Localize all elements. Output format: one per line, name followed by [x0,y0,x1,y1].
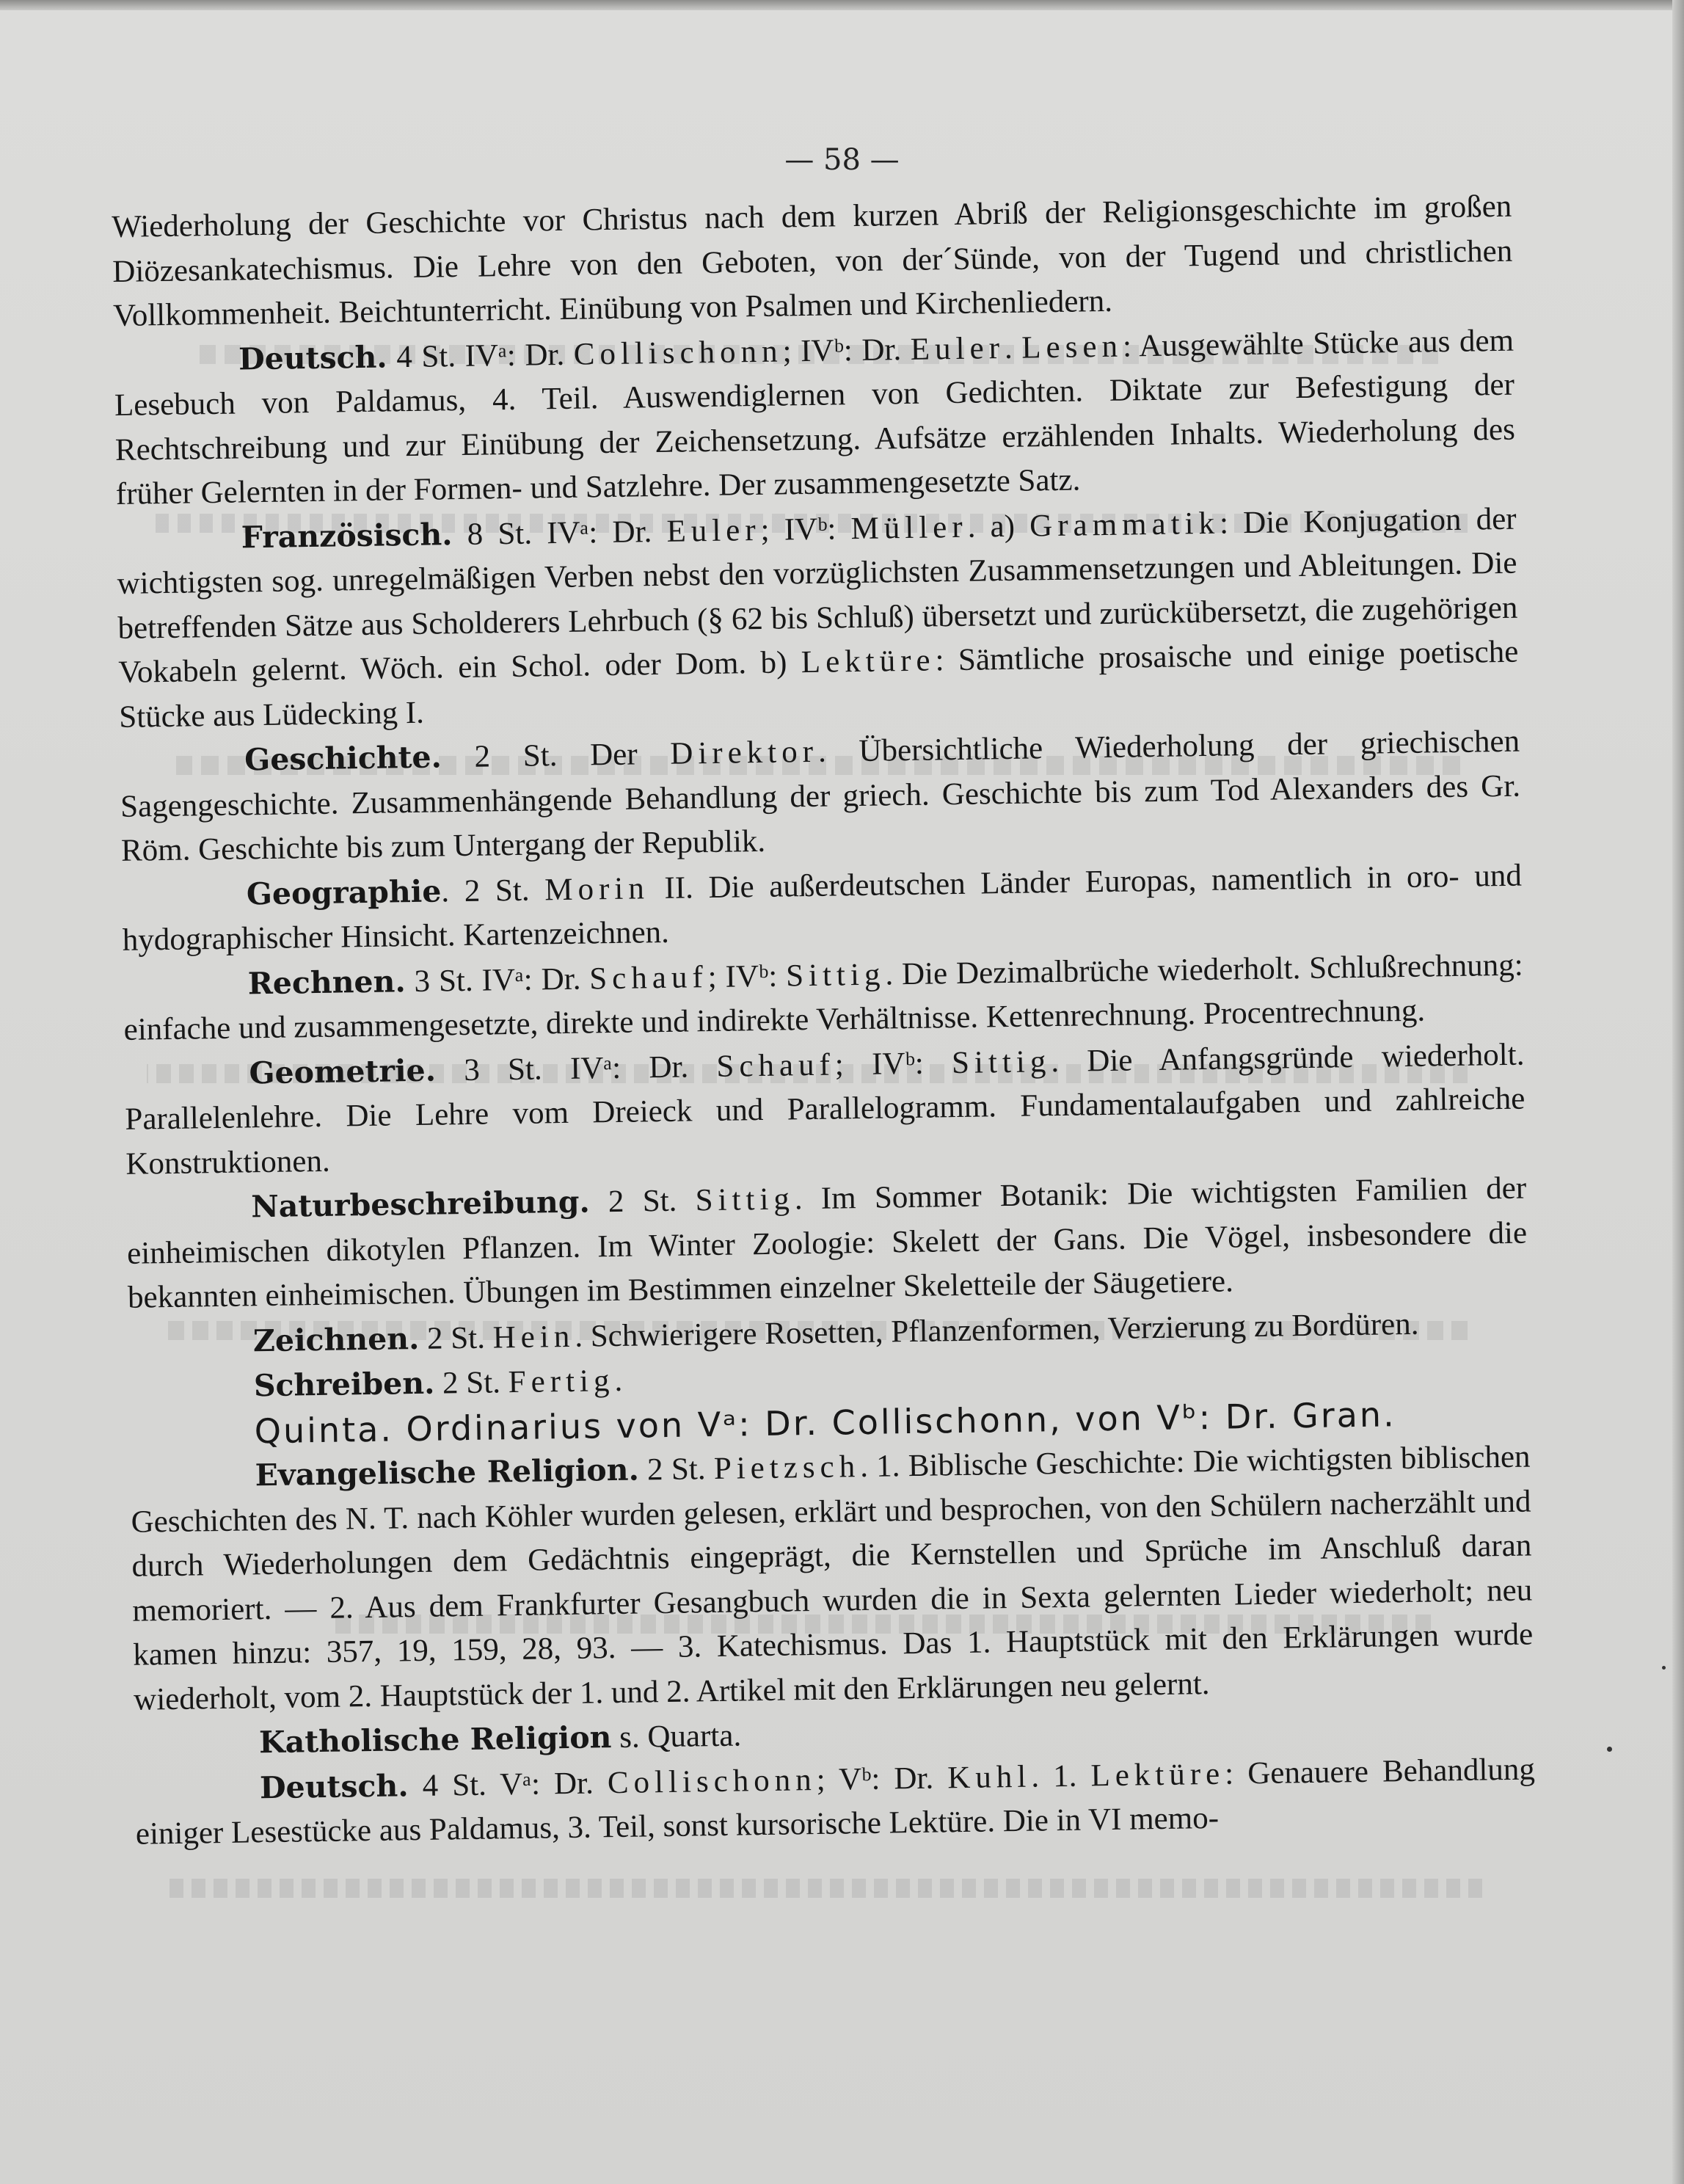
text-run: . Übersichtliche Wiederholung der griechischen Sagengeschichte. Zusammenhängende Behandlung der griech. Geschichte bis zum Tod Alexanders des Gr. Röm. Geschichte bis zum Untergang der Republik. [120,724,1521,868]
text-run: . [1004,330,1022,365]
text-run: 2 St. [434,1365,509,1401]
text-run: s. Quarta. [611,1718,742,1755]
text-run: : Die Konjugation der wichtigsten sog. unregelmäßigen Verben nebst den vorzüglichsten Zusammensetzungen und Ableitungen. Die betreffenden Sätze aus Scholderers Lehrbuch (§ 62 bis Schluß) übersetzt und zurückübersetzt, die zugehörigen Vokabeln gelernt. Wöch. ein Schol. oder Dom. b) [117,501,1518,690]
section-label: Lesen [1021,329,1123,365]
text-run: . Die Dezimalbrüche wiederholt. Schlußrechnung: einfache und zusammengesetzte, direkte und indirekte Verhältnisse. Kettenrechnung. Procentrechnung. [123,947,1523,1047]
text-run: ; IVᵇ: [760,511,851,547]
teacher-name: Sittig [785,956,886,993]
body-text [112,185,1536,1857]
text-run: . 1. [1030,1758,1091,1794]
text-run: : Ausgewählte Stücke aus dem Lesebuch von Paldamus, 4. Teil. Auswendiglernen von Gedichten. Diktate zur Befestigung der Rechtschreibung und zur Einübung der Zeichensetzung. Aufsätze erzählenden Inhalts. Wiederholung des früher Gelernten in der Formen- und Satzlehre. Der zusammengesetzte Satz. [114,323,1516,512]
text-run: 2 St. [418,1320,494,1356]
text-run: 2 St. [638,1452,715,1488]
subject-title: Rechnen. [247,963,406,1001]
subject-title: Katholische Religion [258,1719,612,1761]
text-run: ; IVᵇ: Dr. [782,332,911,368]
teacher-name: Morin [544,870,650,907]
text-run: . a) [967,508,1030,545]
teacher-name: Fertig [508,1364,615,1400]
paragraph-geometrie [124,1032,1526,1187]
teacher-name: Sittig [951,1044,1051,1080]
teacher-name: Pietzsch [713,1449,861,1487]
text-run: . Schwierigere Rosetten, Pflanzenformen, Verzierung zu Bordüren. [574,1306,1419,1354]
paragraph-evangelische-religion [130,1435,1534,1722]
page-number: — 58 — [784,143,900,177]
text-run: ; IVᵇ: [834,1045,952,1082]
text-run: . Im Sommer Botanik: Die wichtigsten Familien der einheimischen dikotylen Pflanzen. Im Winter Zoologie: Skelett der Gans. Die Vögel, insbesondere die bekannten einheimischen. Übungen im Bestimmen einzelner Skeletteile der Säugetiere. [126,1171,1528,1315]
teacher-name: Müller [850,509,968,546]
paragraph-deutsch [114,318,1516,517]
paragraph-geschichte [120,719,1521,874]
text-run: 3 St. IVᵃ: Dr. [435,1049,717,1088]
section-heading-quinta: Quinta. Ordinarius von Vᵃ: Dr. Collischonn, von Vᵇ: Dr. Gran. [254,1394,1396,1451]
text-run: 4 St. Vᵃ: Dr. [408,1765,608,1803]
text-run: : Genauere Behandlung einiger Lesestücke aus Paldamus, 3. Teil, sonst kursorische Lektüre. Die in VI memo- [135,1751,1536,1852]
subject-title: Geographie [246,873,442,911]
teacher-name: Direktor [669,734,819,771]
section-label: Grammatik [1029,506,1220,543]
teacher-name: Euler [666,512,761,549]
subject-title: Deutsch. [238,338,387,376]
paragraph-religion-continued [112,185,1513,339]
teacher-name: Kuhl [947,1759,1032,1795]
section-label: Lektüre [801,643,936,680]
subject-title: Schreiben. [253,1365,435,1404]
paragraph-text: Wiederholung der Geschichte vor Christus nach dem kurzen Abriß der Religionsgeschichte im großen Diözesankatechismus. Die Lehre von den Geboten, von der´Sünde, von der Tugend und christlichen Vollkommenheit. Beichtunterricht. Einübung von Psalmen und Kirchenliedern. [112,189,1513,333]
text-run: 2 St. Der [441,736,671,775]
teacher-name: Sittig [695,1182,795,1218]
text-run: 8 St. IVᵃ: Dr. [452,514,667,552]
text-run: . 1. Biblische Geschichte: Die wichtigsten biblischen Geschichten des N. T. nach Köhler wurden gelesen, erklärt und besprochen, von den Schülern nacherzählt und durch Wiederholungen dem Gedächtnis eingeprägt, die Kernstellen und Sprüche im Anschluß daran memoriert. — 2. Aus dem Frankfurter Gesangbuch wurden die in Sexta gelernten Lieder wiederholt; neu kamen hinzu: 357, 19, 159, 28, 93. — 3. Katechismus. Das 1. Hauptstück mit den Erklärungen wurde wiederholt, vom 2. Hauptstück der 1. und 2. Artikel mit den Erklärungen neu gelernt. [131,1439,1534,1717]
text-run: II. Die außerdeutschen Länder Europas, namentlich in oro- und hydographischer Hinsicht. Kartenzeichnen. [122,858,1523,958]
teacher-name: Collischonn [573,333,783,372]
teacher-name: Hein [492,1319,575,1355]
text-run: . Die Anfangsgründe wiederholt. Parallelenlehre. Die Lehre vom Dreieck und Parallelogramm. Fundamentalaufgaben und zahlreiche Konstruktionen. [125,1037,1526,1182]
text-run: : Sämtliche prosaische und einige poetische Stücke aus Lüdecking I. [118,634,1519,735]
text-run: 4 St. IVᵃ: Dr. [387,337,575,374]
teacher-name: Schauf [716,1047,836,1084]
subject-title: Deutsch. [259,1767,409,1805]
subject-title: Geschichte. [244,739,442,778]
text-run: ; IVᵇ: [707,958,787,994]
subject-title: Evangelische Religion. [255,1452,640,1493]
ink-speck [1662,1666,1666,1670]
paragraph-naturbeschreibung [126,1166,1528,1321]
text-run: . 2 St. [440,872,545,909]
subject-title: Zeichnen. [252,1320,420,1358]
subject-title: Naturbeschreibung. [250,1184,591,1225]
section-label: Lektüre [1090,1756,1225,1793]
text-run: 3 St. IVᵃ: Dr. [405,961,590,999]
teacher-name: Collischonn [607,1762,817,1800]
paragraph-franzoesisch [116,496,1519,740]
subject-title: Französisch. [241,516,453,555]
ink-speck [1607,1747,1612,1752]
text-run: . [614,1363,623,1399]
subject-title: Geometrie. [249,1052,437,1091]
text-run: 2 St. [589,1183,696,1220]
text-run: ; Vᵇ: Dr. [816,1760,948,1797]
teacher-name: Euler [910,330,1005,367]
teacher-name: Schauf [588,959,709,996]
